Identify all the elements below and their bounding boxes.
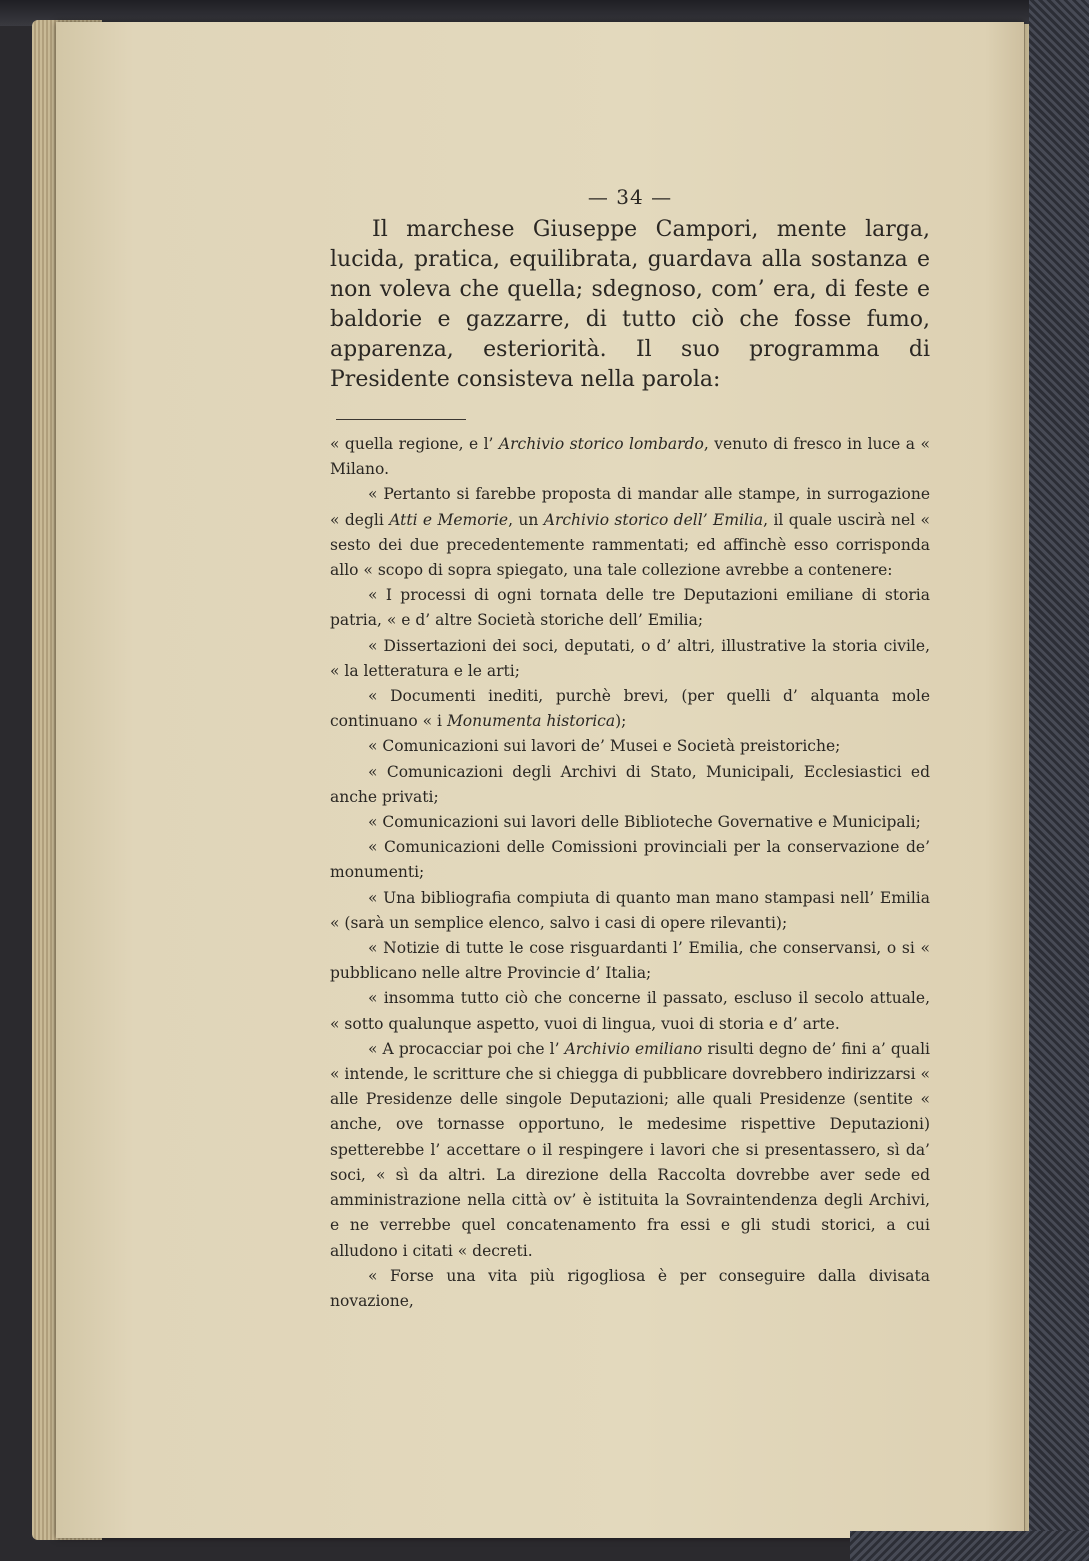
footnote-paragraph: « Notizie di tutte le cose risguardanti l’ Emilia, che conservansi, o si « pubblicano nelle altre Provincie d’ Italia;	[330, 939, 930, 983]
footnote-paragraph: « Una bibliografia compiuta di quanto man mano stampasi nell’ Emilia « (sarà un semplice elenco, salvo i casi di opere rilevanti);	[330, 888, 930, 932]
footnote-rule	[336, 419, 466, 420]
footnote-paragraph: « Dissertazioni dei soci, deputati, o d’ altri, illustrative la storia civile, « la letteratura e le arti;	[330, 636, 930, 680]
footnote-paragraph: « I processi di ogni tornata delle tre Deputazioni emiliane di storia patria, « e d’ altre Società storiche dell’ Emilia;	[330, 586, 930, 630]
main-paragraph: Il marchese Giuseppe Campori, mente larga, lucida, pratica, equilibrata, guardava alla sostanza e non voleva che quella; sdegnoso, com’ era, di feste e baldorie e gazzarre, di tutto ciò che fosse fumo, apparenza, esteriorità. Il suo programma di Presidente consisteva nella parola:	[330, 217, 930, 392]
footnote-paragraph: « Comunicazioni sui lavori de’ Musei e Società preistoriche;	[368, 737, 841, 756]
page-number: — 34 —	[587, 185, 673, 209]
main-text	[330, 215, 930, 395]
footnote	[330, 432, 930, 1314]
footnote-paragraph: « Pertanto si farebbe proposta di mandar alle stampe, in surrogazione « degli Atti e Memorie, un Archivio storico dell’ Emilia, il quale uscirà nel « sesto dei due precedentemente rammentati; ed affinchè esso corrisponda allo « scopo di sopra spiegato, una tale collezione avrebbe a contenere:	[330, 485, 930, 580]
cloth-background	[1029, 0, 1089, 1561]
footnote-paragraph: « Documenti inediti, purchè brevi, (per quelli d’ alquanta mole continuano « i Monumenta historica);	[330, 687, 930, 731]
footnote-paragraph: « quella regione, e l’ Archivio storico lombardo, venuto di fresco in luce a « Milano.	[330, 435, 930, 479]
footnote-paragraph: « Comunicazioni delle Comissioni provinciali per la conservazione de’ monumenti;	[330, 838, 930, 882]
footnote-paragraph: « Comunicazioni degli Archivi di Stato, Municipali, Ecclesiastici ed anche privati;	[330, 762, 930, 806]
footnote-paragraph: « Forse una vita più rigogliosa è per conseguire dalla divisata novazione,	[330, 1266, 930, 1310]
footnote-paragraph: « insomma tutto ciò che concerne il passato, escluso il secolo attuale, « sotto qualunque aspetto, vuoi di lingua, vuoi di storia e d’ arte.	[330, 989, 930, 1033]
cloth-background-bottom	[850, 1531, 1089, 1561]
footnote-paragraph: « A procacciar poi che l’ Archivio emiliano risulti degno de’ fini a’ quali « intende, le scritture che si chiegga di pubblicare dovrebbero indirizzarsi « alle Presidenze delle singole Deputazioni; alle quali Presidenze (sentite « anche, ove tornasse opportuno, le medesime rispettive Deputazioni) spetterebbe l’ accettare o il respingere i lavori che si presentassero, sì da’ soci, « sì da altri. La direzione della Raccolta dovrebbe aver sede ed amministrazione nella città ov’ è istituita la Sovraintendenza degli Archivi, e ne verrebbe quel concatenamento fra essi e gli studi storici, a cui alludono i citati « decreti.	[330, 1039, 930, 1260]
footnote-paragraph: « Comunicazioni sui lavori delle Biblioteche Governative e Municipali;	[368, 813, 921, 832]
page-text	[330, 185, 930, 1314]
